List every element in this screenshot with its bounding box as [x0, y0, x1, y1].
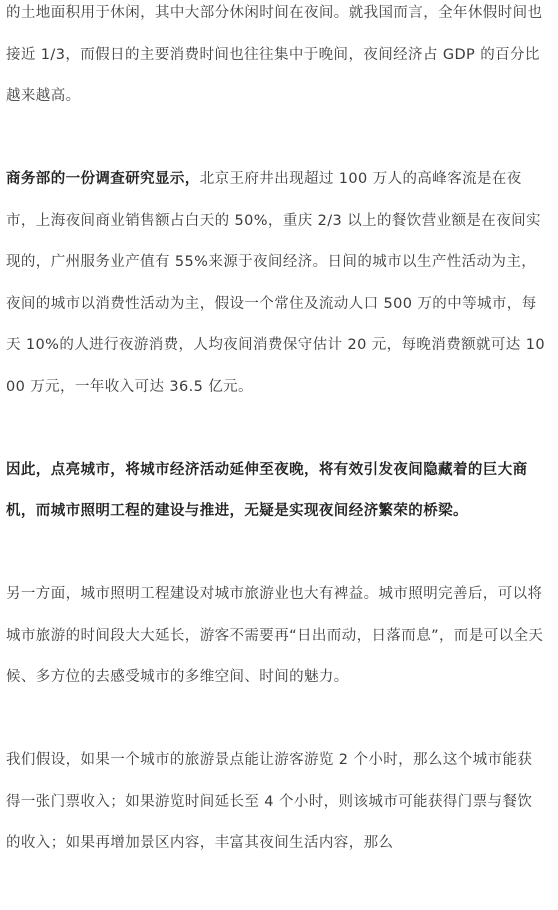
- survey-details: 北京王府井出现超过 100 万人的高峰客流是在夜市，上海夜间商业销售额占白天的 50%，重庆 2/3 以上的餐饮营业额是在夜间实现的，广州服务业产值有 55%来源于夜间经济。日间的城市以生产性活动为主，夜间的城市以消费性活动为主，假设一个常住及流动人口 500 万的中等城市，每天 10%的人进行夜游消费，人均夜间消费保守估计 20 元，每晚消费额就可达 1000 万元，一年收入可达 36.5 亿元。: [6, 171, 545, 395]
- paragraph-spacer: [6, 118, 546, 160]
- survey-lead-bold: 商务部的一份调查研究显示，: [6, 171, 200, 187]
- paragraph-tourism-benefit: 另一方面，城市照明工程建设对城市旅游业也大有裨益。城市照明完善后，可以将城市旅游的时间段大大延长，游客不需要再“日出而动，日落而息”，而是可以全天候、多方位的去感受城市的多维空间、时间的魅力。: [6, 586, 544, 685]
- paragraph-conclusion-bold: 因此，点亮城市，将城市经济活动延伸至夜晚，将有效引发夜间隐藏着的巨大商机，而城市照明工程的建设与推进，无疑是实现夜间经济繁荣的桥梁。: [6, 461, 528, 519]
- article-body: [6, 0, 546, 865]
- paragraph-spacer: [6, 533, 546, 575]
- paragraph-leisure-time: 的土地面积用于休闲，其中大部分休闲时间在夜间。就我国而言，全年休假时间也接近 1/3，而假日的主要消费时间也往往集中于晚间，夜间经济占 GDP 的百分比越来越高。: [6, 5, 543, 104]
- paragraph-spacer: [6, 699, 546, 741]
- paragraph-ministry-survey: [6, 159, 546, 408]
- paragraph-tourism-hypothesis: 我们假设，如果一个城市的旅游景点能让游客游览 2 个小时，那么这个城市能获得一张门票收入；如果游览时间延长至 4 个小时，则该城市可能获得门票与餐饮的收入；如果再增加景区内容，丰富其夜间生活内容，那么: [6, 752, 533, 851]
- paragraph-spacer: [6, 408, 546, 450]
